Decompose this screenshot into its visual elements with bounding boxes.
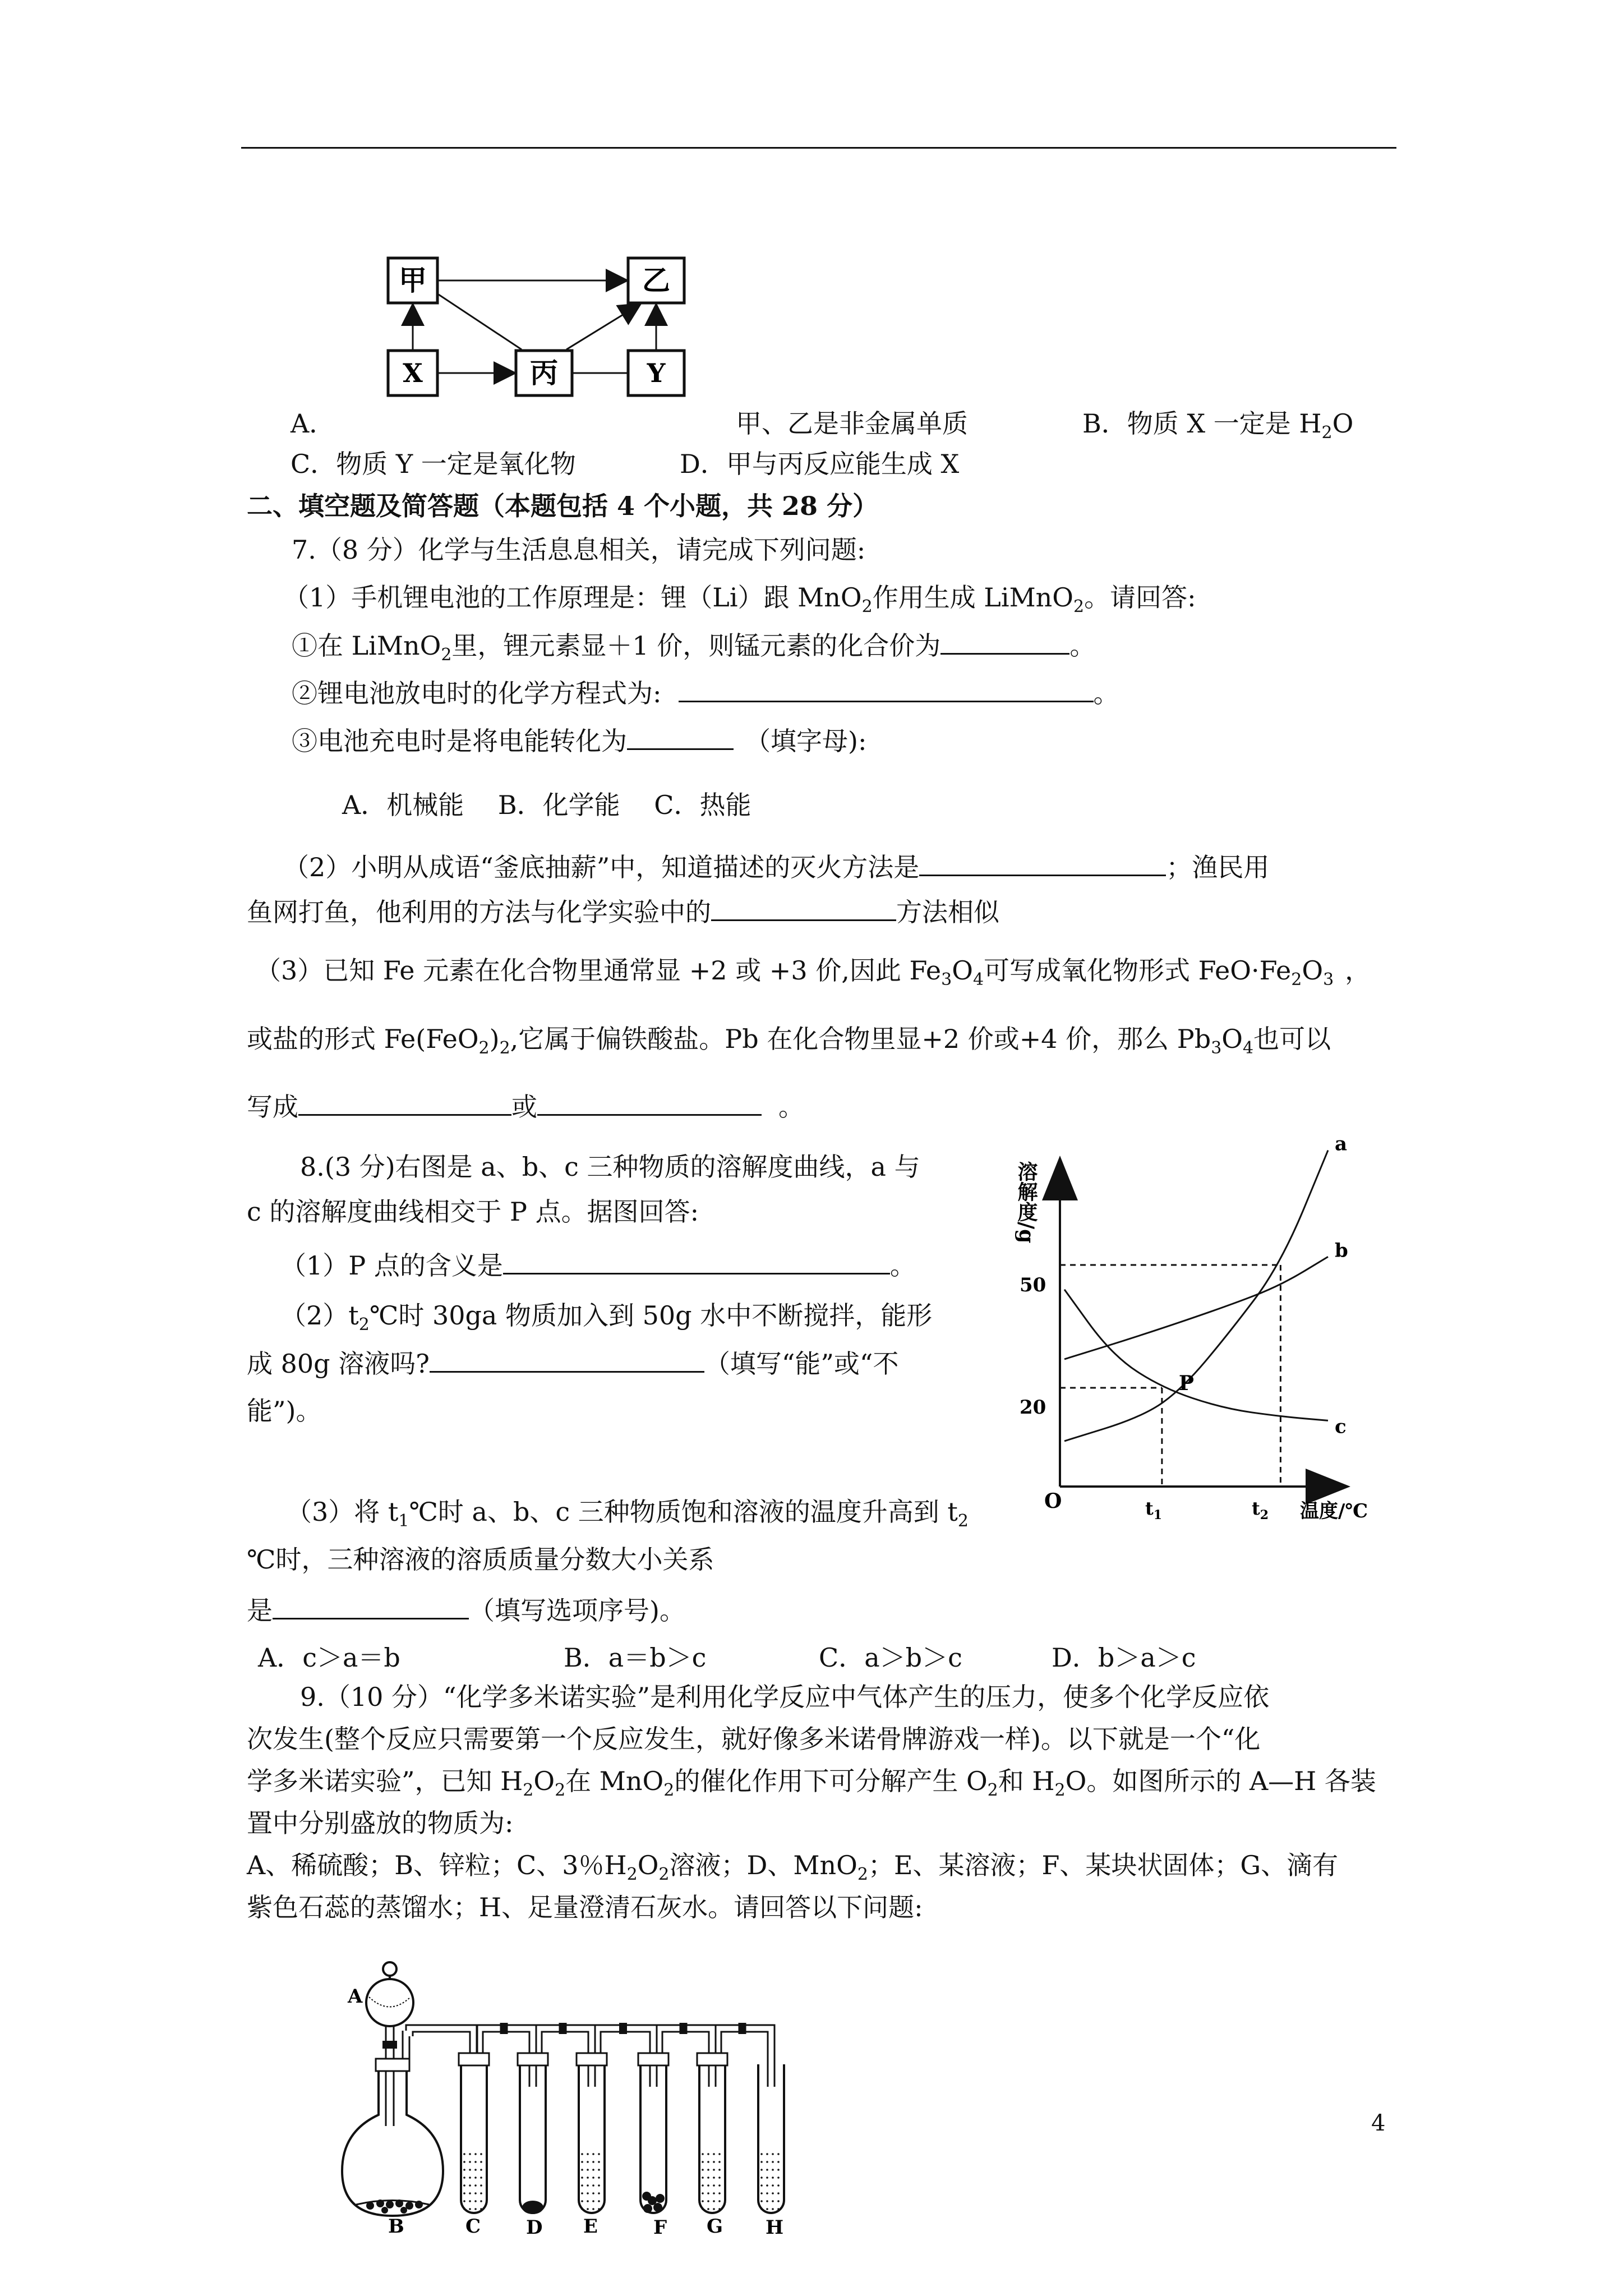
answer-blank[interactable] [679,676,1094,702]
q8-option-b: B．a＝b＞c [564,1642,707,1673]
q7-part3-line2: 或盐的形式 $Fe(FeO_2)_2$,它属于偏铁酸盐。Pb 在化合物里显+2 价或+4 价，那么 $Pb_3O_4$也可以 [247,1024,1331,1058]
q6-option-d: D．甲与丙反应能生成 X [680,449,960,479]
label-f: F [653,2216,667,2239]
domino-apparatus [331,1941,836,2238]
x-axis-label: 温度/℃ [1300,1500,1368,1522]
q6-option-a-letter: A． [291,408,335,439]
q8-q3-line3: 是 （填写选项序号)。 [247,1593,685,1627]
q8-q3-line2: ℃时，三种溶液的溶质质量分数大小关系 [247,1544,714,1575]
q9-line4: 置中分别盛放的物质为: [247,1808,514,1838]
label-e: E [583,2215,598,2238]
node-y: Y [647,358,666,388]
q7-choices: A．机械能 B．化学能 C．热能 [342,790,751,820]
q6-option-b: B．物质 X 一定是 $H_2O$ [1082,408,1354,443]
section-heading: 二、填空题及简答题（本题包括 4 个小题，共 28 分） [247,491,879,521]
series-c-curve [1064,1290,1328,1421]
series-a-curve [1064,1151,1328,1441]
label-d: D [526,2216,543,2239]
q8-q2: $(2)t_2℃$时 30ga 物质加入到 50g 水中不断搅拌，能形 [280,1300,933,1335]
y-axis-label: 溶解度/g [1015,1161,1038,1244]
answer-blank[interactable] [919,850,1166,876]
q8-option-d: D．b＞a＞c [1052,1642,1196,1673]
q7-sub3: ③电池充电时是将电能转化为 （填字母): [292,724,866,758]
point-p-label: P [1178,1372,1194,1395]
solubility-chart [1004,1133,1396,1537]
q8-intro: 8.(3 分)右图是 a、b、c 三种物质的溶解度曲线，a 与 [300,1152,920,1182]
q9-line5: A、稀硫酸；B、锌粒；C、3％$H_2O_2$溶液；D、MnO$_2$；E、某溶液；F、某块状固体；G、滴有 [247,1850,1339,1884]
q7-part3-line3: 写成 或 。 [247,1089,804,1124]
node-jia: 甲 [399,264,427,297]
q8-q2-line3: 能”)。 [247,1396,322,1426]
y-tick-50: 50 [1020,1274,1046,1296]
header-rule [241,147,1396,149]
node-yi: 乙 [642,264,670,297]
q6-option-c: C．物质 Y 一定是氧化物 [291,449,576,479]
q7-sub2: ②锂电池放电时的化学方程式为: 。 [292,676,1119,710]
q6-option-a-text: 甲、乙是非金属单质 [736,408,968,439]
answer-blank[interactable] [430,1346,704,1373]
answer-blank[interactable] [273,1593,469,1619]
series-a-label: a [1335,1133,1348,1156]
test-tube [461,2064,487,2213]
y-tick-20: 20 [1020,1396,1046,1419]
answer-blank[interactable] [627,724,734,750]
label-g: G [707,2215,723,2238]
answer-blank[interactable] [940,628,1069,655]
origin-label: O [1044,1489,1062,1513]
page-number: 4 [1371,2110,1386,2136]
label-a: A [348,1985,363,2008]
q8-option-c: C．a＞b＞c [819,1642,962,1673]
x-tick-t1: $t_1$ [1145,1498,1163,1522]
q7-part1: （1）手机锂电池的工作原理是：锂（Li）跟 MnO$_2$作用生成 LiMnO$_2$。请回答: [283,582,1196,616]
node-bing: 丙 [530,356,558,389]
q8-q1: （1）P 点的含义是 。 [280,1248,916,1282]
label-h: H [766,2216,784,2239]
q9-line3: 学多米诺实验”，已知 $H_2O_2$在 MnO$_2$的催化作用下可分解产生 $O_2$和 $H_2O$。如图所示的 A—H 各装 [247,1766,1376,1800]
test-tube [579,2064,605,2213]
q8-q2-line2: 成 80g 溶液吗? （填写“能”或“不 [247,1346,898,1381]
q9-line6: 紫色石蕊的蒸馏水；H、足量澄清石灰水。请回答以下问题: [247,1892,923,1922]
test-tube [758,2064,784,2213]
q8-q3: （3）将 $t_1℃$时 a、b、c 三种物质饱和溶液的温度升高到 $t_2$ [286,1497,969,1531]
test-tube [520,2064,546,2213]
test-tube [699,2064,725,2213]
q9-line2: 次发生(整个反应只需要第一个反应发生，就好像多米诺骨牌游戏一样)。以下就是一个“化 [247,1724,1261,1754]
q9-line1: 9.（10 分）“化学多米诺实验”是利用化学反应中气体产生的压力，使多个化学反应依 [300,1682,1270,1712]
node-x: X [403,358,423,388]
series-b-curve [1064,1257,1328,1359]
q7-sub1: ①在 LiMnO$_2$里，锂元素显＋1 价，则锰元素的化合价为 。 [292,628,1095,662]
answer-blank[interactable] [298,1089,511,1116]
q7-part2-line2: 鱼网打鱼，他利用的方法与化学实验中的 方法相似 [247,895,999,929]
q7-title: 7.（8 分）化学与生活息息相关，请完成下列问题: [292,535,866,565]
q7-part3: （3）已知 Fe 元素在化合物里通常显 +2 或 +3 价,因此 $Fe_3O_4$可写成氧化物形式 $FeO\cdot Fe_2O_3$ ， [255,955,1371,990]
q8-intro-line2: c 的溶解度曲线相交于 P 点。据图回答: [247,1197,699,1227]
label-c: C [465,2215,481,2238]
answer-blank[interactable] [537,1089,762,1116]
label-b: B [388,2215,404,2238]
answer-blank[interactable] [503,1248,890,1274]
q7-part2: （2）小明从成语“釜底抽薪”中，知道描述的灭火方法是 ；渔民用 [283,850,1269,884]
x-tick-t2: $t_2$ [1252,1498,1269,1522]
relationship-diagram [381,250,695,407]
q8-option-a: A．c＞a＝b [258,1642,400,1673]
series-b-label: b [1335,1239,1348,1262]
series-c-label: c [1335,1415,1347,1438]
answer-blank[interactable] [711,895,896,921]
test-tube [640,2064,666,2213]
